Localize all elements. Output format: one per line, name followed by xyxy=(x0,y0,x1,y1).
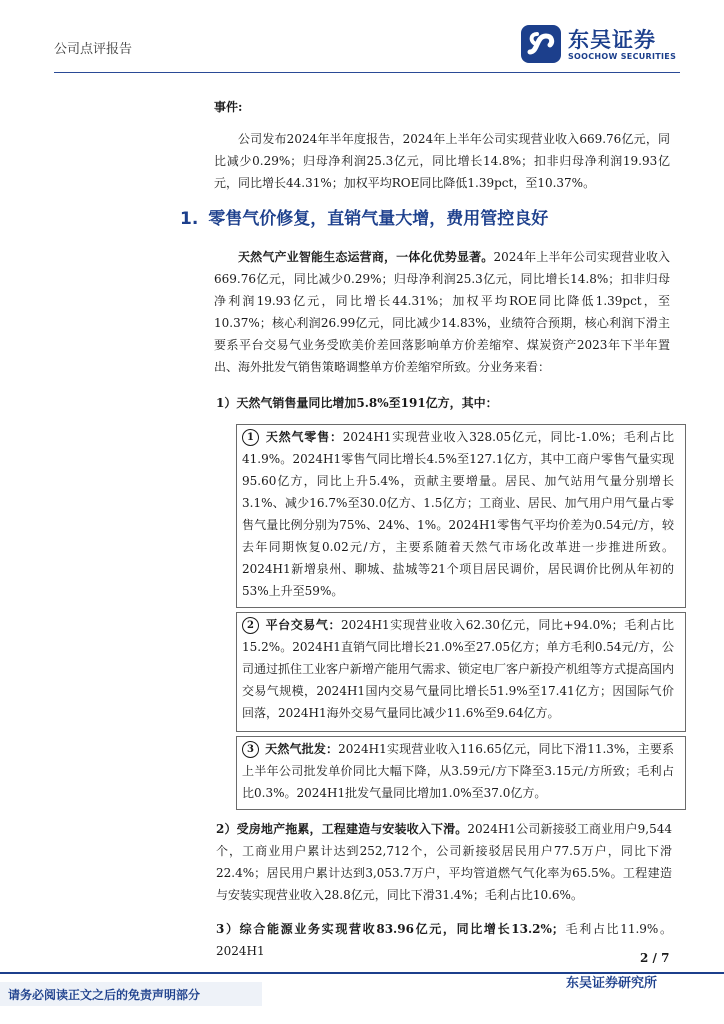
section-title-text: 零售气价修复，直销气量大增，费用管控良好 xyxy=(208,209,549,229)
header-divider xyxy=(54,72,680,73)
logo-en-text: SOOCHOW SECURITIES xyxy=(568,52,677,61)
circled-number-2: 2 xyxy=(242,617,259,634)
item2-paragraph xyxy=(216,818,672,906)
platform-label: 平台交易气： xyxy=(265,618,342,632)
page-number: 2 / 7 xyxy=(640,951,670,965)
overview-lead: 天然气产业智能生态运营商，一体化优势显著。 xyxy=(238,250,494,264)
event-label: 事件: xyxy=(214,100,243,114)
circled-number-3: 3 xyxy=(242,741,259,758)
disclaimer-text: 请务必阅读正文之后的免责声明部分 xyxy=(8,988,201,1002)
report-type-label: 公司点评报告 xyxy=(54,42,133,57)
item3-text: 毛利占比11.9%。2024H1 xyxy=(216,922,672,958)
institute-name: 东吴证券研究所 xyxy=(566,976,658,991)
event-paragraph: 公司发布2024年半年度报告，2024年上半年公司实现营业收入669.76亿元，同比减少0.29%；归母净利润25.3亿元，同比增长14.8%；扣非归母净利润19.93亿元，同比增长44.31%；加权平均ROE同比降低1.39pct，至10.37%。 xyxy=(214,132,670,190)
section-number: 1. xyxy=(180,209,199,229)
section-title xyxy=(180,204,548,229)
logo-cn-text: 东吴证券 xyxy=(568,28,656,52)
retail-paragraph xyxy=(242,426,674,602)
wholesale-label: 天然气批发： xyxy=(265,742,339,756)
platform-paragraph xyxy=(242,614,674,724)
wholesale-paragraph xyxy=(242,738,674,804)
wholesale-text: 2024H1实现营业收入116.65亿元，同比下滑11.3%，主要系上半年公司批发单价同比大幅下降，从3.59元/方下降至3.15元/方所致；毛利占比0.3%。2024H1批发气量同比增加1.0%至37.0亿方。 xyxy=(242,742,674,800)
platform-text: 2024H1实现营业收入62.30亿元，同比+94.0%；毛利占比15.2%。2024H1直销气同比增长21.0%至27.05亿方；单方毛利0.54元/方，公司通过抓住工业客户新增产能用气需求、锁定电厂客户新投产机组等方式提高国内交易气规模，2024H1国内交易气量同比增长51.9%至17.41亿方；因国际气价回落，2024H1海外交易气量同比减少11.6%至9.64亿方。 xyxy=(242,618,675,720)
soochow-logo-icon xyxy=(520,24,562,64)
item3-lead: 3）综合能源业务实现营收83.96亿元，同比增长13.2%； xyxy=(216,922,564,936)
overview-text: 2024年上半年公司实现营业收入669.76亿元，同比减少0.29%；归母净利润25.3亿元，同比增长14.8%；扣非归母净利润19.93亿元，同比增长44.31%；加权平均ROE同比降低1.39pct，至10.37%；核心利润26.99亿元，同比减少14.83%，业绩符合预期，核心利润下滑主要系平台交易气业务受欧美价差回落影响单方价差缩窄、煤炭资产2023年下半年置出、海外批发气销售策略调整单方价差缩窄所致。分业务来看： xyxy=(214,250,670,374)
retail-label: 天然气零售： xyxy=(265,430,343,444)
overview-paragraph xyxy=(214,246,670,378)
item1-heading: 1）天然气销售量同比增加5.8%至191亿方，其中： xyxy=(216,396,498,410)
retail-text: 2024H1实现营业收入328.05亿元，同比-1.0%；毛利占比41.9%。2024H1零售气同比增长4.5%至127.1亿方，其中工商户零售气量实现95.60亿方，同比上升5.4%，贡献主要增量。居民、加气站用气量分别增长3.1%、减少16.7%至30.0亿方、1.5亿方；工商业、居民、加气用户用气量占零售气量比例分别为75%、24%、1%。2024H1零售气平均价差为0.54元/方，较去年同期恢复0.02元/方，主要系随着天然气市场化改革进一步推进所致。2024H1新增泉州、聊城、盐城等21个项目居民调价，居民调价比例从年初的53%上升至59%。 xyxy=(242,430,674,598)
circled-number-1: 1 xyxy=(242,429,259,446)
item3-paragraph xyxy=(216,918,672,962)
brand-logo xyxy=(520,24,680,64)
item2-lead: 2）受房地产拖累，工程建造与安装收入下滑。 xyxy=(216,822,468,836)
item2-text: 2024H1公司新接驳工商业用户9,544个，工商业用户累计达到252,712个，公司新接驳居民用户77.5万户，同比下滑22.4%；居民用户累计达到3,053.7万户，平均管道燃气气化率为65.5%。工程建造与安装实现营业收入28.8亿元，同比下滑31.4%；毛利占比10.6%。 xyxy=(216,822,672,902)
